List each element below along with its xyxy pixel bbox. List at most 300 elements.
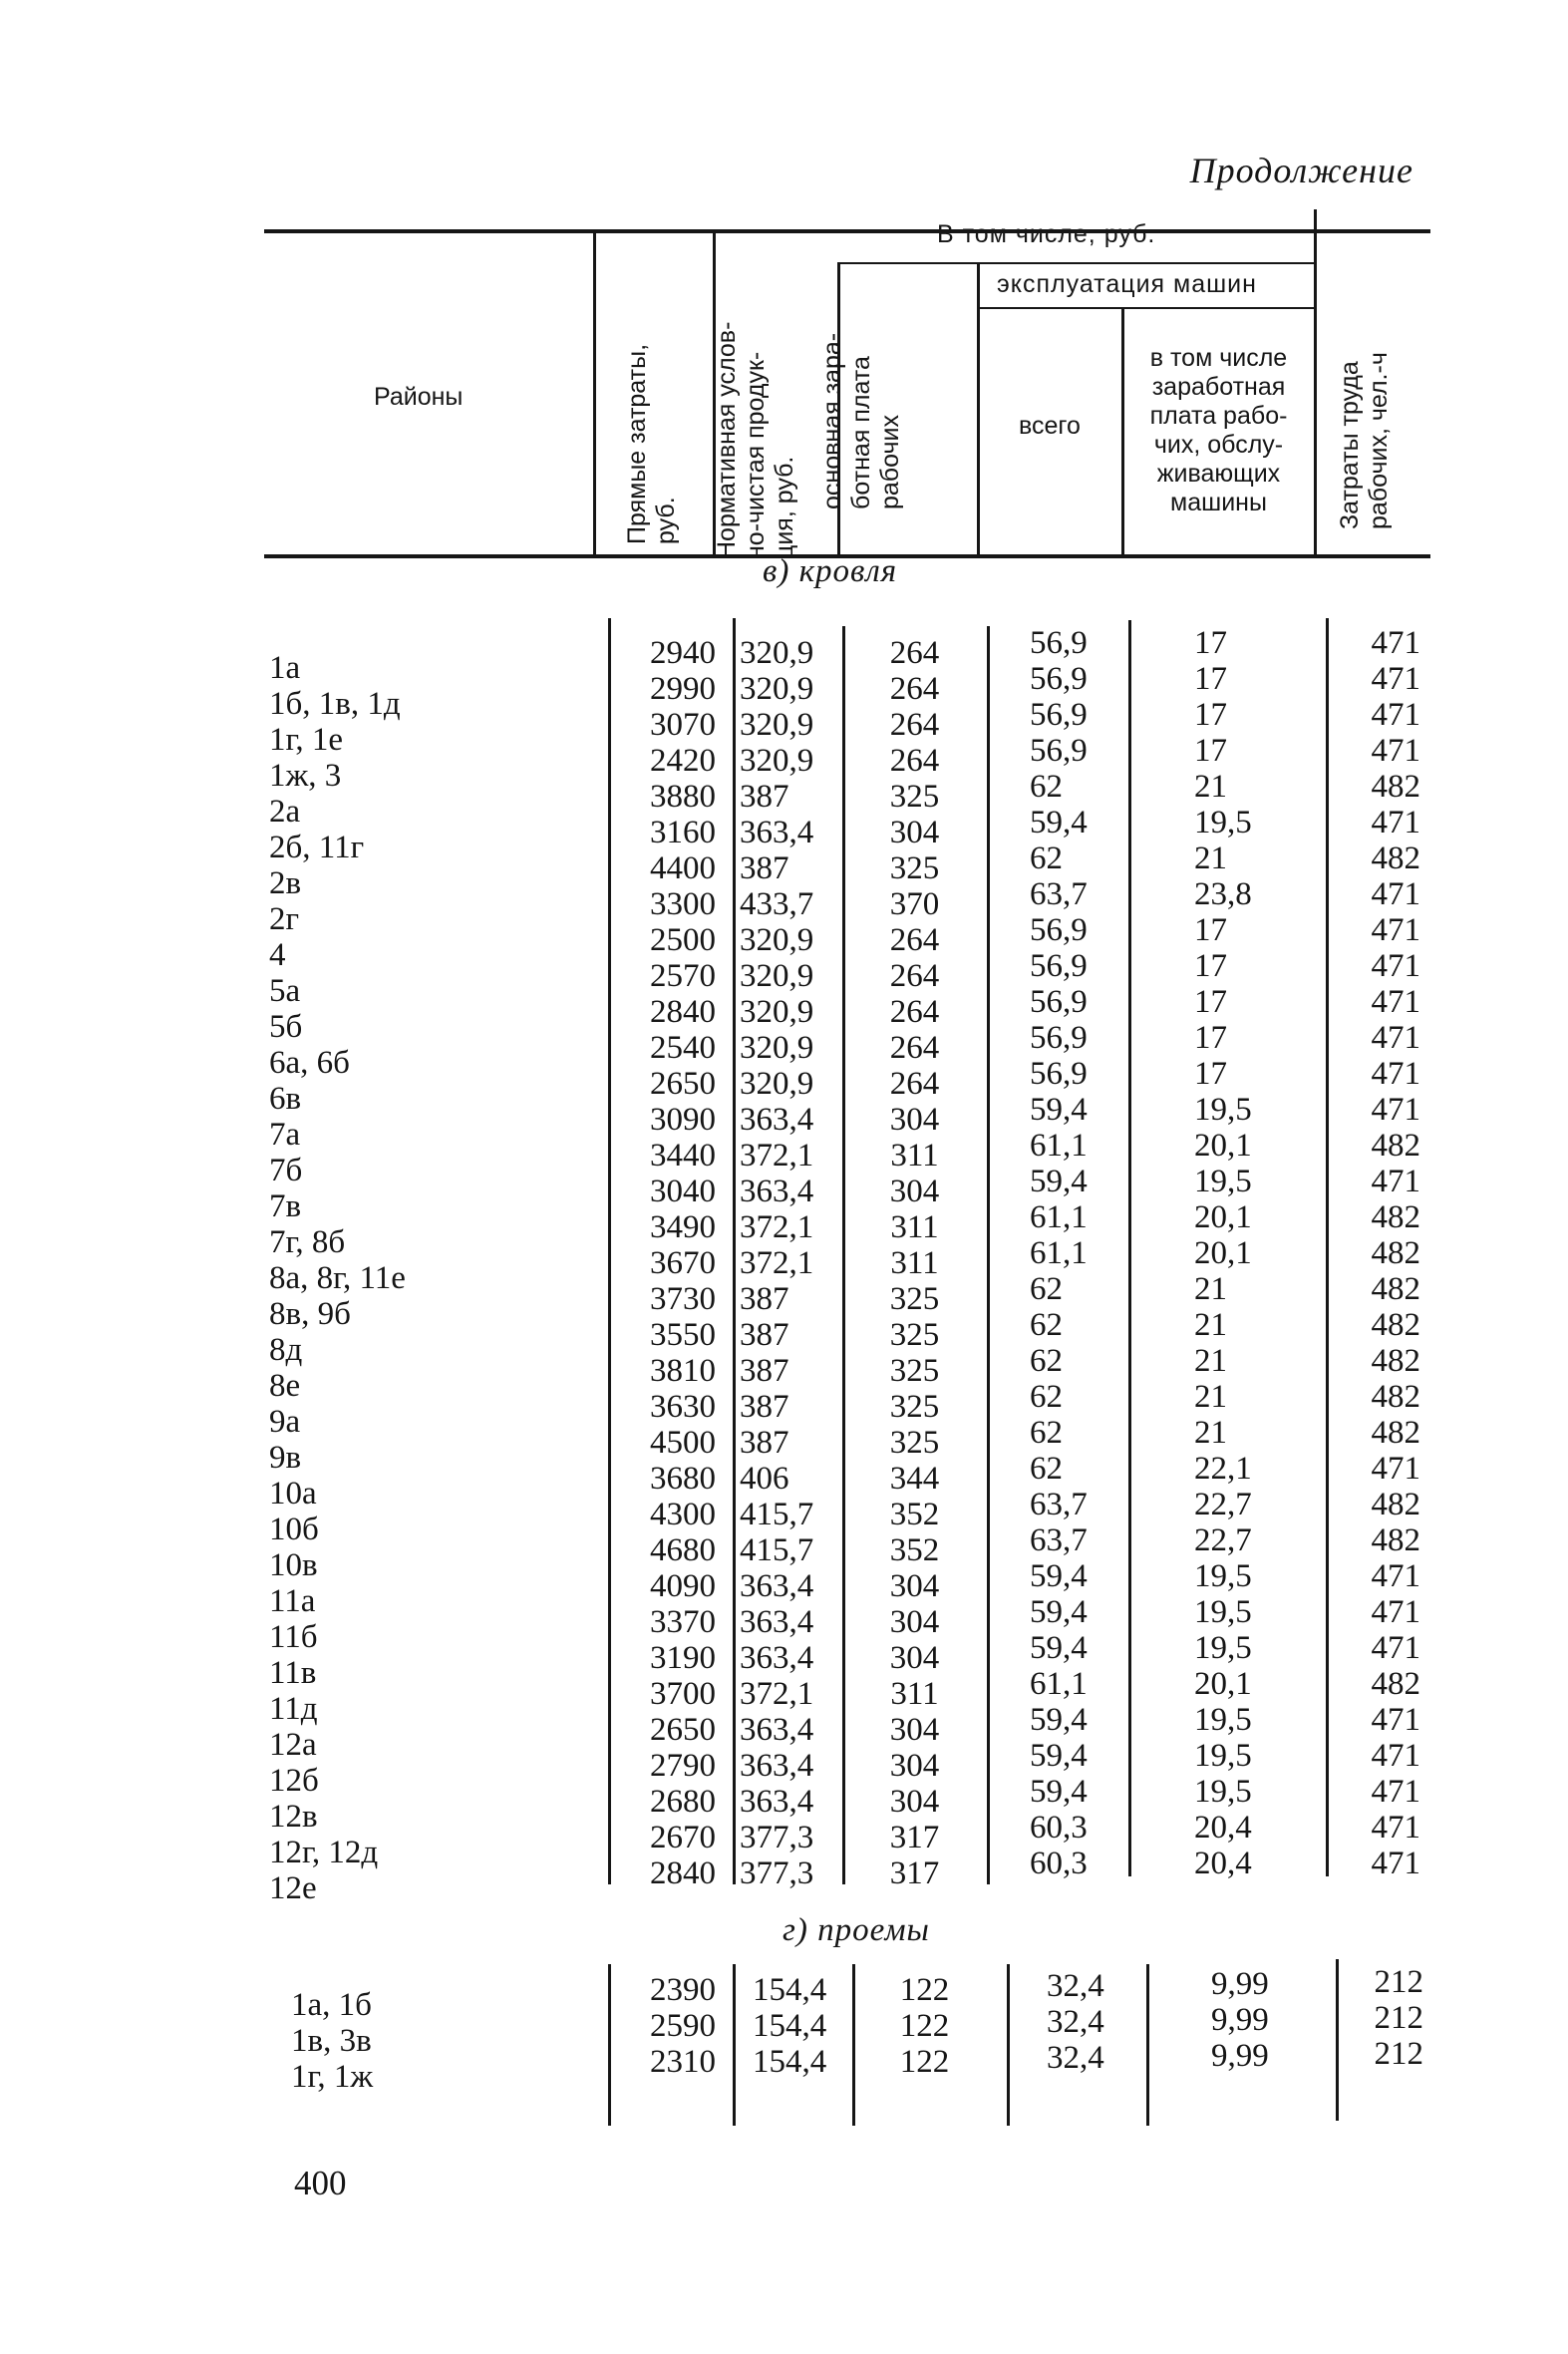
- column-normativnaya: [753, 1972, 826, 2080]
- section-title-krovlya: в) кровля: [763, 553, 898, 589]
- header-v-tom-chisle: В том числе, руб.: [937, 220, 1156, 248]
- column-divider: [987, 626, 990, 1884]
- table-cell: 471: [1371, 697, 1420, 733]
- table-cell: 17: [1194, 948, 1227, 984]
- table-cell: 363,4: [740, 1174, 814, 1209]
- table-cell: 12а: [269, 1727, 317, 1763]
- table-cell: 363,4: [740, 1604, 814, 1640]
- table-cell: 387: [740, 1317, 789, 1353]
- table-cell: 471: [1371, 1846, 1420, 1881]
- column-normativnaya: [740, 635, 813, 1891]
- table-cell: 363,4: [740, 1712, 814, 1748]
- table-cell: 8е: [269, 1368, 301, 1404]
- table-cell: 11в: [269, 1655, 317, 1691]
- table-cell: 56,9: [1030, 1020, 1088, 1056]
- table-cell: 372,1: [740, 1676, 814, 1712]
- table-cell: 363,4: [740, 1102, 814, 1138]
- table-cell: 19,5: [1194, 1092, 1252, 1128]
- table-cell: 19,5: [1194, 1558, 1252, 1594]
- table-cell: 56,9: [1030, 1056, 1088, 1092]
- table-cell: 264: [889, 994, 940, 1030]
- table-cell: 62: [1030, 769, 1063, 805]
- table-cell: 212: [1374, 2036, 1423, 2072]
- column-divider: [733, 1964, 736, 2126]
- table-cell: 471: [1371, 1164, 1420, 1199]
- table-cell: 62: [1030, 1343, 1063, 1379]
- table-cell: 3040: [650, 1174, 716, 1209]
- table-cell: 352: [889, 1497, 940, 1532]
- table-cell: 320,9: [740, 922, 814, 958]
- table-cell: 1ж, 3: [269, 758, 342, 794]
- table-cell: 61,1: [1030, 1128, 1088, 1164]
- table-cell: 21: [1194, 1271, 1227, 1307]
- table-cell: 12е: [269, 1870, 317, 1906]
- table-cell: 320,9: [740, 958, 814, 994]
- table-cell: 325: [889, 1353, 940, 1389]
- column-rayony: [291, 1987, 373, 2095]
- table-cell: 320,9: [740, 671, 814, 707]
- table-cell: 11б: [269, 1619, 318, 1655]
- column-divider: [1146, 1964, 1149, 2126]
- table-cell: 471: [1371, 1594, 1420, 1630]
- table-cell: 19,5: [1194, 1164, 1252, 1199]
- table-cell: 387: [740, 850, 789, 886]
- table-cell: 415,7: [740, 1497, 814, 1532]
- table-cell: 320,9: [740, 994, 814, 1030]
- table-cell: 2г: [269, 901, 300, 937]
- table-cell: 325: [889, 1317, 940, 1353]
- table-cell: 20,1: [1194, 1666, 1252, 1702]
- table-cell: 19,5: [1194, 1630, 1252, 1666]
- table-cell: 3300: [650, 886, 716, 922]
- table-cell: 387: [740, 1389, 789, 1425]
- table-cell: 59,4: [1030, 1558, 1088, 1594]
- table-cell: 311: [890, 1138, 939, 1174]
- table-cell: 56,9: [1030, 948, 1088, 984]
- header-normativnaya-produktsiya: Нормативная услов- но-чистая продук- ция, руб.: [713, 321, 798, 559]
- table-cell: 62: [1030, 1271, 1063, 1307]
- table-cell: 8д: [269, 1332, 303, 1368]
- table-cell: 264: [889, 1066, 940, 1102]
- table-cell: 61,1: [1030, 1666, 1088, 1702]
- table-cell: 363,4: [740, 1784, 814, 1820]
- table-cell: 317: [889, 1820, 940, 1855]
- table-cell: 2570: [650, 958, 716, 994]
- table-cell: 19,5: [1194, 1594, 1252, 1630]
- column-rayony: [269, 650, 406, 1906]
- table-cell: 2650: [650, 1066, 716, 1102]
- table-cell: 317: [889, 1855, 940, 1891]
- table-cell: 2840: [650, 994, 716, 1030]
- table-cell: 122: [899, 1972, 950, 2008]
- table-cell: 32,4: [1047, 2004, 1104, 2040]
- continuation-label: Продолжение: [1189, 151, 1413, 190]
- table-cell: 471: [1371, 912, 1420, 948]
- table-cell: 387: [740, 1425, 789, 1461]
- table-cell: 62: [1030, 1307, 1063, 1343]
- table-cell: 154,4: [753, 2044, 827, 2080]
- header-divider: [1121, 308, 1124, 555]
- table-cell: 304: [889, 1748, 940, 1784]
- table-cell: 471: [1371, 1774, 1420, 1810]
- table-cell: 32,4: [1047, 2040, 1104, 2076]
- table-cell: 2420: [650, 743, 716, 779]
- table-cell: 17: [1194, 1020, 1227, 1056]
- table-cell: 264: [889, 1030, 940, 1066]
- header-sub-rule-1: [837, 262, 1314, 264]
- table-cell: 21: [1194, 1343, 1227, 1379]
- table-cell: 2500: [650, 922, 716, 958]
- table-cell: 3370: [650, 1604, 716, 1640]
- header-divider: [1314, 209, 1317, 555]
- table-cell: 482: [1371, 1487, 1420, 1522]
- column-osnovnaya-zarplata: [862, 1972, 987, 2080]
- header-ekspluatatsiya-mashin: эксплуатация машин: [997, 270, 1257, 298]
- table-cell: 63,7: [1030, 1522, 1088, 1558]
- table-cell: 325: [889, 779, 940, 815]
- table-cell: 6в: [269, 1081, 302, 1117]
- table-cell: 264: [889, 707, 940, 743]
- table-cell: 22,1: [1194, 1451, 1252, 1487]
- table-cell: 471: [1371, 1558, 1420, 1594]
- table-cell: 482: [1371, 1666, 1420, 1702]
- table-cell: 5б: [269, 1009, 303, 1045]
- table-cell: 3440: [650, 1138, 716, 1174]
- table-cell: 11д: [269, 1691, 318, 1727]
- table-cell: 22,7: [1194, 1522, 1252, 1558]
- table-cell: 264: [889, 922, 940, 958]
- table-cell: 1г, 1е: [269, 722, 343, 758]
- table-cell: 2390: [650, 1972, 716, 2008]
- table-cell: 21: [1194, 1379, 1227, 1415]
- table-cell: 63,7: [1030, 876, 1088, 912]
- table-cell: 61,1: [1030, 1235, 1088, 1271]
- table-cell: 4500: [650, 1425, 716, 1461]
- table-cell: 19,5: [1194, 1738, 1252, 1774]
- table-cell: 56,9: [1030, 661, 1088, 697]
- column-divider: [1336, 1959, 1339, 2121]
- table-cell: 482: [1371, 1522, 1420, 1558]
- header-vsego: всего: [1019, 412, 1081, 440]
- table-cell: 304: [889, 1102, 940, 1138]
- table-cell: 3810: [650, 1353, 716, 1389]
- table-cell: 320,9: [740, 743, 814, 779]
- table-cell: 372,1: [740, 1209, 814, 1245]
- table-cell: 20,1: [1194, 1199, 1252, 1235]
- header-v-tom-chisle-zarplata: в том числе заработная плата рабо- чих, обслу- живающих машины: [1149, 344, 1288, 516]
- header-sub-rule-2: [977, 307, 1314, 309]
- table-cell: 3630: [650, 1389, 716, 1425]
- table-cell: 2310: [650, 2044, 716, 2080]
- table-cell: 62: [1030, 841, 1063, 876]
- table-cell: 9,99: [1211, 2002, 1269, 2038]
- table-cell: 471: [1371, 1092, 1420, 1128]
- table-cell: 59,4: [1030, 805, 1088, 841]
- table-cell: 264: [889, 671, 940, 707]
- table-cell: 2в: [269, 865, 302, 901]
- table-cell: 1в, 3в: [291, 2023, 372, 2059]
- table-cell: 2590: [650, 2008, 716, 2044]
- column-zatraty-truda: [1341, 1964, 1423, 2072]
- table-cell: 311: [890, 1676, 939, 1712]
- table-cell: 4090: [650, 1568, 716, 1604]
- table-cell: 9а: [269, 1404, 301, 1440]
- table-cell: 2540: [650, 1030, 716, 1066]
- table-cell: 56,9: [1030, 733, 1088, 769]
- table-cell: 7б: [269, 1153, 303, 1188]
- table-cell: 372,1: [740, 1138, 814, 1174]
- table-cell: 19,5: [1194, 1774, 1252, 1810]
- header-divider: [977, 263, 980, 555]
- table-cell: 62: [1030, 1379, 1063, 1415]
- table-cell: 10а: [269, 1476, 317, 1512]
- table-cell: 10в: [269, 1547, 318, 1583]
- table-top-rule: [264, 229, 1430, 233]
- table-cell: 59,4: [1030, 1630, 1088, 1666]
- table-cell: 325: [889, 850, 940, 886]
- table-cell: 59,4: [1030, 1702, 1088, 1738]
- table-cell: 23,8: [1194, 876, 1252, 912]
- table-cell: 32,4: [1047, 1968, 1104, 2004]
- table-cell: 482: [1371, 1235, 1420, 1271]
- table-cell: 60,3: [1030, 1810, 1088, 1846]
- section-title-proemy: г) проемы: [783, 1912, 930, 1948]
- table-cell: 9,99: [1211, 2038, 1269, 2074]
- table-cell: 9в: [269, 1440, 302, 1476]
- table-cell: 11а: [269, 1583, 316, 1619]
- table-cell: 415,7: [740, 1532, 814, 1568]
- table-cell: 21: [1194, 841, 1227, 876]
- table-cell: 17: [1194, 625, 1227, 661]
- table-cell: 12в: [269, 1799, 318, 1835]
- table-cell: 1б, 1в, 1д: [269, 686, 401, 722]
- table-cell: 17: [1194, 661, 1227, 697]
- table-cell: 311: [890, 1209, 939, 1245]
- table-cell: 212: [1374, 1964, 1423, 2000]
- table-cell: 406: [740, 1461, 789, 1497]
- table-cell: 21: [1194, 1307, 1227, 1343]
- table-cell: 3090: [650, 1102, 716, 1138]
- table-cell: 154,4: [753, 2008, 827, 2044]
- column-ekspluatatsiya-vsego: [1047, 1968, 1104, 2076]
- table-cell: 264: [889, 635, 940, 671]
- column-ekspluatatsiya-zarplata: [1211, 1966, 1269, 2074]
- table-cell: 471: [1371, 805, 1420, 841]
- table-cell: 304: [889, 1174, 940, 1209]
- table-cell: 471: [1371, 733, 1420, 769]
- table-cell: 12б: [269, 1763, 319, 1799]
- table-cell: 122: [899, 2008, 950, 2044]
- table-cell: 9,99: [1211, 1966, 1269, 2002]
- table-cell: 482: [1371, 769, 1420, 805]
- column-divider: [1128, 620, 1131, 1876]
- header-osnovnaya-zarplata: основная зара- ботная плата рабочих: [818, 332, 904, 509]
- table-cell: 59,4: [1030, 1092, 1088, 1128]
- table-cell: 264: [889, 743, 940, 779]
- table-cell: 471: [1371, 876, 1420, 912]
- column-divider: [733, 618, 736, 1884]
- table-cell: 3670: [650, 1245, 716, 1281]
- table-cell: 3190: [650, 1640, 716, 1676]
- table-cell: 59,4: [1030, 1594, 1088, 1630]
- table-cell: 482: [1371, 841, 1420, 876]
- column-divider: [1007, 1964, 1010, 2126]
- table-cell: 482: [1371, 1271, 1420, 1307]
- table-cell: 471: [1371, 1451, 1420, 1487]
- table-cell: 56,9: [1030, 912, 1088, 948]
- table-cell: 320,9: [740, 707, 814, 743]
- table-cell: 325: [889, 1281, 940, 1317]
- header-divider: [593, 231, 596, 555]
- table-cell: 17: [1194, 984, 1227, 1020]
- table-cell: 2б, 11г: [269, 830, 365, 865]
- header-pryamye-zatraty: Прямые затраты, руб.: [623, 343, 680, 544]
- table-cell: 3070: [650, 707, 716, 743]
- table-cell: 325: [889, 1425, 940, 1461]
- table-cell: 471: [1371, 1738, 1420, 1774]
- table-cell: 19,5: [1194, 805, 1252, 841]
- column-divider: [608, 618, 611, 1884]
- table-cell: 2680: [650, 1784, 716, 1820]
- table-cell: 7в: [269, 1188, 302, 1224]
- table-cell: 372,1: [740, 1245, 814, 1281]
- table-cell: 471: [1371, 625, 1420, 661]
- table-cell: 4300: [650, 1497, 716, 1532]
- table-cell: 482: [1371, 1128, 1420, 1164]
- table-cell: 471: [1371, 1020, 1420, 1056]
- table-cell: 387: [740, 1281, 789, 1317]
- table-cell: 63,7: [1030, 1487, 1088, 1522]
- table-cell: 304: [889, 1784, 940, 1820]
- table-cell: 2940: [650, 635, 716, 671]
- table-cell: 4400: [650, 850, 716, 886]
- column-osnovnaya-zarplata: [852, 635, 977, 1891]
- table-cell: 5а: [269, 973, 301, 1009]
- table-cell: 1г, 1ж: [291, 2059, 374, 2095]
- table-cell: 304: [889, 1712, 940, 1748]
- table-cell: 311: [890, 1245, 939, 1281]
- table-cell: 482: [1371, 1199, 1420, 1235]
- table-cell: 352: [889, 1532, 940, 1568]
- table-cell: 17: [1194, 697, 1227, 733]
- table-cell: 387: [740, 779, 789, 815]
- table-cell: 20,4: [1194, 1846, 1252, 1881]
- table-cell: 122: [899, 2044, 950, 2080]
- table-cell: 320,9: [740, 635, 814, 671]
- table-cell: 20,4: [1194, 1810, 1252, 1846]
- table-cell: 59,4: [1030, 1164, 1088, 1199]
- table-cell: 154,4: [753, 1972, 827, 2008]
- table-cell: 22,7: [1194, 1487, 1252, 1522]
- table-cell: 60,3: [1030, 1846, 1088, 1881]
- table-cell: 471: [1371, 1810, 1420, 1846]
- table-cell: 304: [889, 815, 940, 850]
- table-cell: 320,9: [740, 1030, 814, 1066]
- table-cell: 212: [1374, 2000, 1423, 2036]
- table-cell: 325: [889, 1389, 940, 1425]
- table-cell: 56,9: [1030, 984, 1088, 1020]
- table-cell: 17: [1194, 912, 1227, 948]
- table-cell: 8в, 9б: [269, 1296, 351, 1332]
- table-cell: 4680: [650, 1532, 716, 1568]
- table-cell: 20,1: [1194, 1235, 1252, 1271]
- table-cell: 1а, 1б: [291, 1987, 372, 2023]
- table-cell: 7г, 8б: [269, 1224, 346, 1260]
- table-cell: 3700: [650, 1676, 716, 1712]
- table-cell: 433,7: [740, 886, 814, 922]
- page-number: 400: [294, 2164, 347, 2202]
- table-cell: 363,4: [740, 1568, 814, 1604]
- column-zatraty-truda: [1336, 625, 1420, 1881]
- table-cell: 482: [1371, 1379, 1420, 1415]
- table-cell: 3490: [650, 1209, 716, 1245]
- table-cell: 3550: [650, 1317, 716, 1353]
- table-cell: 2670: [650, 1820, 716, 1855]
- table-cell: 20,1: [1194, 1128, 1252, 1164]
- table-cell: 471: [1371, 984, 1420, 1020]
- table-cell: 59,4: [1030, 1738, 1088, 1774]
- table-cell: 2840: [650, 1855, 716, 1891]
- table-cell: 471: [1371, 948, 1420, 984]
- table-cell: 17: [1194, 733, 1227, 769]
- table-cell: 6а, 6б: [269, 1045, 350, 1081]
- table-cell: 377,3: [740, 1855, 814, 1891]
- table-cell: 4: [269, 937, 286, 973]
- table-cell: 471: [1371, 1702, 1420, 1738]
- table-cell: 10б: [269, 1512, 319, 1547]
- table-cell: 471: [1371, 1056, 1420, 1092]
- table-cell: 363,4: [740, 815, 814, 850]
- table-cell: 304: [889, 1640, 940, 1676]
- column-divider: [608, 1964, 611, 2126]
- column-divider: [842, 626, 845, 1884]
- table-cell: 3160: [650, 815, 716, 850]
- table-cell: 17: [1194, 1056, 1227, 1092]
- column-ekspluatatsiya-vsego: [1030, 625, 1088, 1881]
- table-cell: 2990: [650, 671, 716, 707]
- table-cell: 61,1: [1030, 1199, 1088, 1235]
- column-divider: [1326, 618, 1329, 1876]
- table-cell: 304: [889, 1604, 940, 1640]
- table-cell: 264: [889, 958, 940, 994]
- table-cell: 370: [889, 886, 940, 922]
- table-cell: 344: [889, 1461, 940, 1497]
- column-pryamye-zatraty: [613, 1972, 716, 2080]
- column-ekspluatatsiya-zarplata: [1194, 625, 1252, 1881]
- table-cell: 12г, 12д: [269, 1835, 379, 1870]
- table-cell: 62: [1030, 1415, 1063, 1451]
- table-cell: 471: [1371, 661, 1420, 697]
- table-cell: 21: [1194, 1415, 1227, 1451]
- table-cell: 1а: [269, 650, 301, 686]
- table-cell: 482: [1371, 1415, 1420, 1451]
- table-cell: 482: [1371, 1343, 1420, 1379]
- table-cell: 2790: [650, 1748, 716, 1784]
- table-cell: 304: [889, 1568, 940, 1604]
- table-cell: 3680: [650, 1461, 716, 1497]
- table-cell: 363,4: [740, 1640, 814, 1676]
- table-cell: 8а, 8г, 11е: [269, 1260, 406, 1296]
- table-cell: 19,5: [1194, 1702, 1252, 1738]
- table-cell: 62: [1030, 1451, 1063, 1487]
- table-cell: 387: [740, 1353, 789, 1389]
- table-cell: 3730: [650, 1281, 716, 1317]
- table-cell: 56,9: [1030, 625, 1088, 661]
- header-rayony: Районы: [374, 383, 464, 411]
- column-divider: [852, 1964, 855, 2126]
- table-cell: 21: [1194, 769, 1227, 805]
- column-pryamye-zatraty: [613, 635, 716, 1891]
